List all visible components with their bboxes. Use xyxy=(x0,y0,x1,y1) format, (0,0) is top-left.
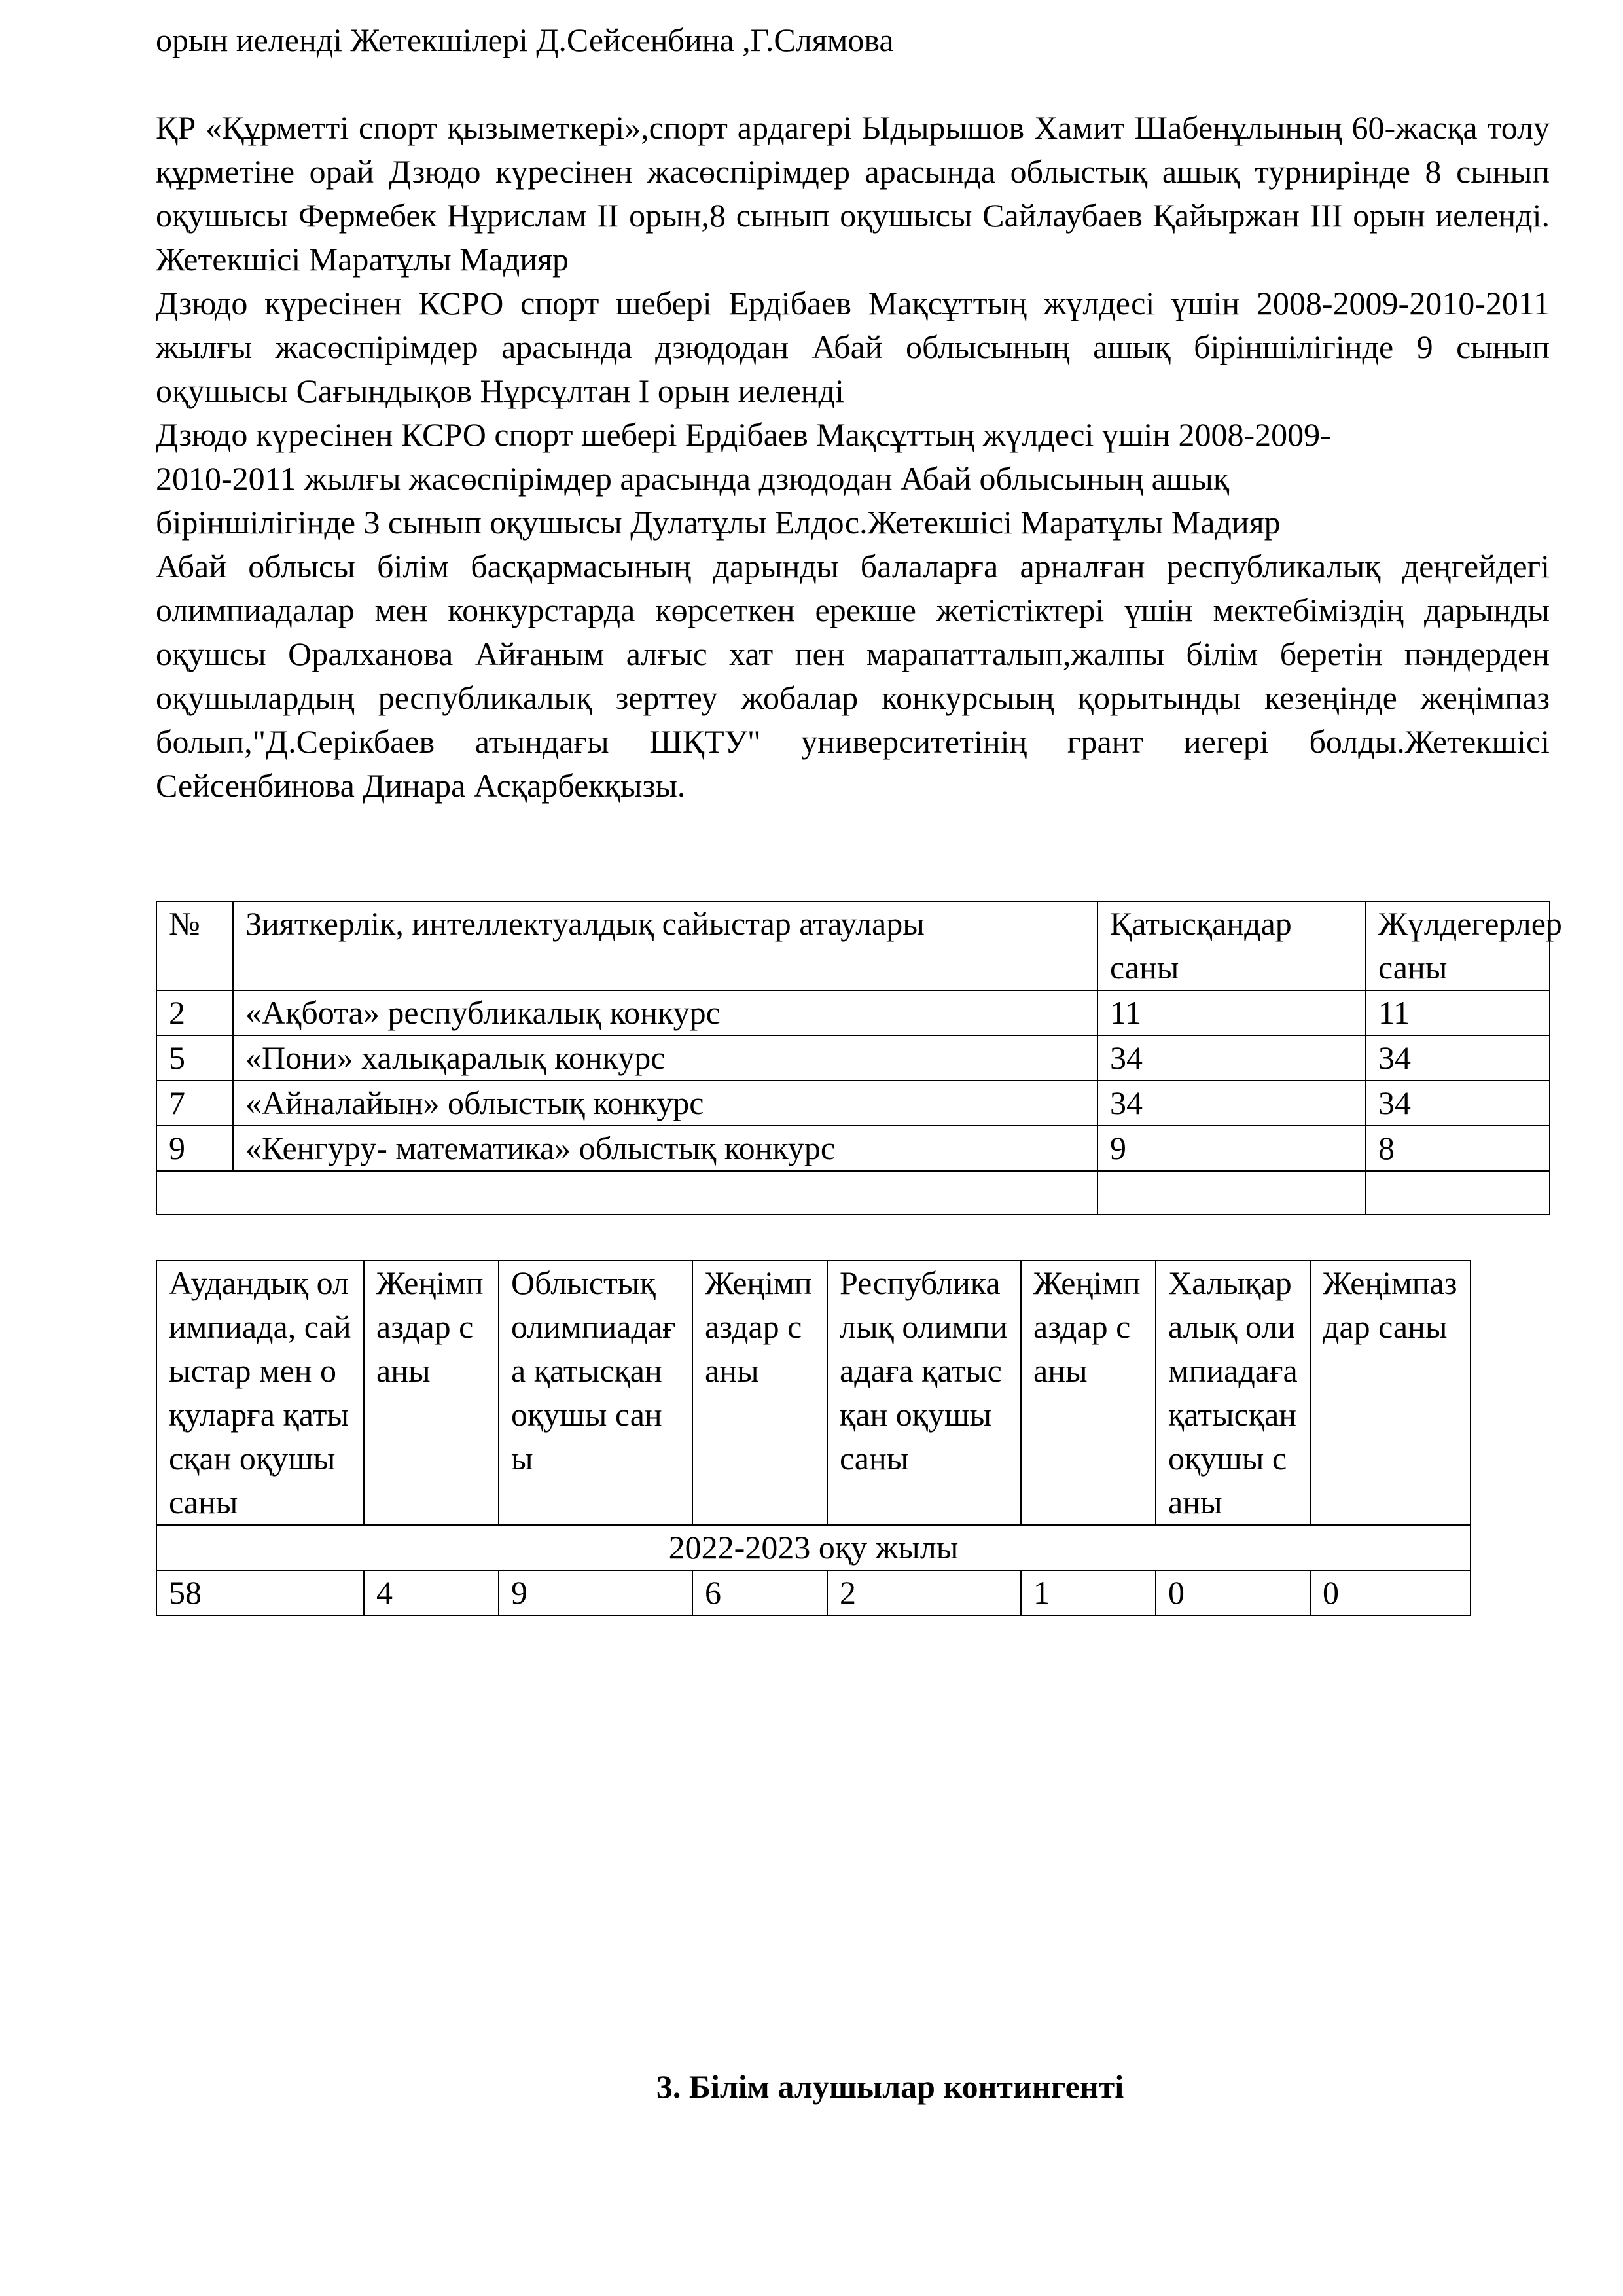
awards-header-num: № xyxy=(156,901,233,990)
paragraph-judo-cup-2-line-3: біріншілігінде 3 сынып оқушысы Дулатұлы Елдос.Жетекшісі Маратұлы Мадияр xyxy=(156,504,1281,541)
paragraph-judo-cup-1: Дзюдо күресінен КСРО спорт шебері Ердібаев Мақсұттың жүлдесі үшін 2008-2009-2010-2011 жылғы жасөспірімдер арасында дзюдодан Абай облысының ашық біріншілігінде 9 сынып оқушысы Сағындықов Нұрсұлтан І орын иеленді xyxy=(156,285,1550,409)
olympiad-value-regional-winners: 6 xyxy=(692,1570,827,1615)
paragraph-judo-cup-2-line-2: 2010-2011 жылғы жасөспірімдер арасында дзюдодан Абай облысының ашық xyxy=(156,460,1230,497)
olympiad-value-district-winners: 4 xyxy=(364,1570,499,1615)
olympiad-value-republic: 2 xyxy=(827,1570,1021,1615)
table-row xyxy=(156,1035,1550,1081)
table-row xyxy=(156,1081,1550,1126)
awards-cell-num: 2 xyxy=(156,990,233,1035)
intro-line: орын иеленді Жетекшілері Д.Сейсенбина ,Г.Слямова xyxy=(156,22,894,58)
olympiad-header-regional-winners: Жеңімпаздар саны xyxy=(692,1261,827,1525)
olympiad-value-international: 0 xyxy=(1156,1570,1310,1615)
awards-cell-name: «Кенгуру- математика» облыстық конкурс xyxy=(233,1126,1097,1171)
table-row xyxy=(156,1126,1550,1171)
section-heading: 3. Білім алушылар контингенті xyxy=(656,2068,1124,2105)
document-page xyxy=(156,18,1562,1616)
awards-table xyxy=(156,901,1562,1215)
paragraph-judo-tournament: ҚР «Құрметті спорт қызыметкері»,спорт ардагері Ыдырышов Хамит Шабенұлының 60-жасқа толу құрметіне орай Дзюдо күресінен жасөспірімдер арасында облыстық ашық турнирінде 8 сынып оқушысы Фермебек Нұрислам ІІ орын,8 сынып оқушысы Сайлаубаев Қайыржан ІІІ орын иеленді. Жетекшісі Маратұлы Мадияр xyxy=(156,109,1550,278)
awards-cell-empty xyxy=(156,1171,1097,1215)
paragraph-judo-cup-2-line-1: Дзюдо күресінен КСРО спорт шебері Ердібаев Мақсұттың жүлдесі үшін 2008-2009- xyxy=(156,416,1331,453)
awards-cell-name: «Пони» халықаралық конкурс xyxy=(233,1035,1097,1081)
awards-cell-empty xyxy=(1097,1171,1366,1215)
awards-cell-participants: 34 xyxy=(1097,1035,1366,1081)
olympiad-table xyxy=(156,1260,1471,1616)
olympiad-header-international-winners: Жеңімпаздар саны xyxy=(1310,1261,1471,1525)
awards-cell-num: 5 xyxy=(156,1035,233,1081)
awards-header-participants: Қатысқандар саны xyxy=(1097,901,1366,990)
awards-cell-name: «Ақбота» республикалық конкурс xyxy=(233,990,1097,1035)
awards-cell-winners: 8 xyxy=(1366,1126,1550,1171)
awards-cell-num: 9 xyxy=(156,1126,233,1171)
blank-space xyxy=(156,1215,1550,1260)
olympiad-value-republic-winners: 1 xyxy=(1021,1570,1156,1615)
olympiad-header-regional: Облыстық олимпиадаға қатысқан оқушы саны xyxy=(499,1261,692,1525)
olympiad-value-international-winners: 0 xyxy=(1310,1570,1471,1615)
table-row xyxy=(156,1570,1471,1615)
olympiad-header-district: Аудандық олимпиада, сайыстар мен оқуларға қатысқан оқушы саны xyxy=(156,1261,364,1525)
awards-table-header-row xyxy=(156,901,1550,990)
paragraph-olympiad-achievement: Абай облысы білім басқармасының дарынды балаларға арналған республикалық деңгейдегі олимпиадалар мен конкурстарда көрсеткен ерекше жетістіктері үшін мектебіміздің дарынды оқушсы Оралханова Айғаным алғыс хат пен марапатталып,жалпы білім беретін пәндерден оқушылардың республикалық зерттеу жобалар конкурсыың қорытынды кезеңінде жеңімпаз болып,"Д.Серікбаев атындағы ШҚТУ" университетінің грант иегері болды.Жетекшісі Сейсенбинова Динара Асқарбекқызы. xyxy=(156,548,1550,804)
table-row xyxy=(156,990,1550,1035)
blank-space xyxy=(156,808,1550,901)
awards-header-winners: Жүлдегерлер саны xyxy=(1366,901,1550,990)
awards-cell-winners: 34 xyxy=(1366,1035,1550,1081)
awards-cell-winners: 34 xyxy=(1366,1081,1550,1126)
awards-cell-empty xyxy=(1366,1171,1550,1215)
awards-cell-participants: 11 xyxy=(1097,990,1366,1035)
olympiad-year-row xyxy=(156,1525,1471,1570)
olympiad-header-district-winners: Жеңімпаздар саны xyxy=(364,1261,499,1525)
table-row-empty xyxy=(156,1171,1550,1215)
awards-header-name: Зияткерлік, интеллектуалдық сайыстар атаулары xyxy=(233,901,1097,990)
olympiad-header-republic: Республикалық олимпиадаға қатысқан оқушы саны xyxy=(827,1261,1021,1525)
olympiad-header-international: Халықаралық олимпиадаға қатысқан оқушы саны xyxy=(1156,1261,1310,1525)
awards-cell-winners: 11 xyxy=(1366,990,1550,1035)
olympiad-value-regional: 9 xyxy=(499,1570,692,1615)
olympiad-table-header-row xyxy=(156,1261,1471,1525)
blank-line xyxy=(156,62,1550,106)
awards-cell-participants: 34 xyxy=(1097,1081,1366,1126)
awards-cell-participants: 9 xyxy=(1097,1126,1366,1171)
olympiad-value-district: 58 xyxy=(156,1570,364,1615)
olympiad-header-republic-winners: Жеңімпаздар саны xyxy=(1021,1261,1156,1525)
awards-cell-name: «Айналайын» облыстық конкурс xyxy=(233,1081,1097,1126)
awards-cell-num: 7 xyxy=(156,1081,233,1126)
olympiad-year-label: 2022-2023 оқу жылы xyxy=(156,1525,1471,1570)
